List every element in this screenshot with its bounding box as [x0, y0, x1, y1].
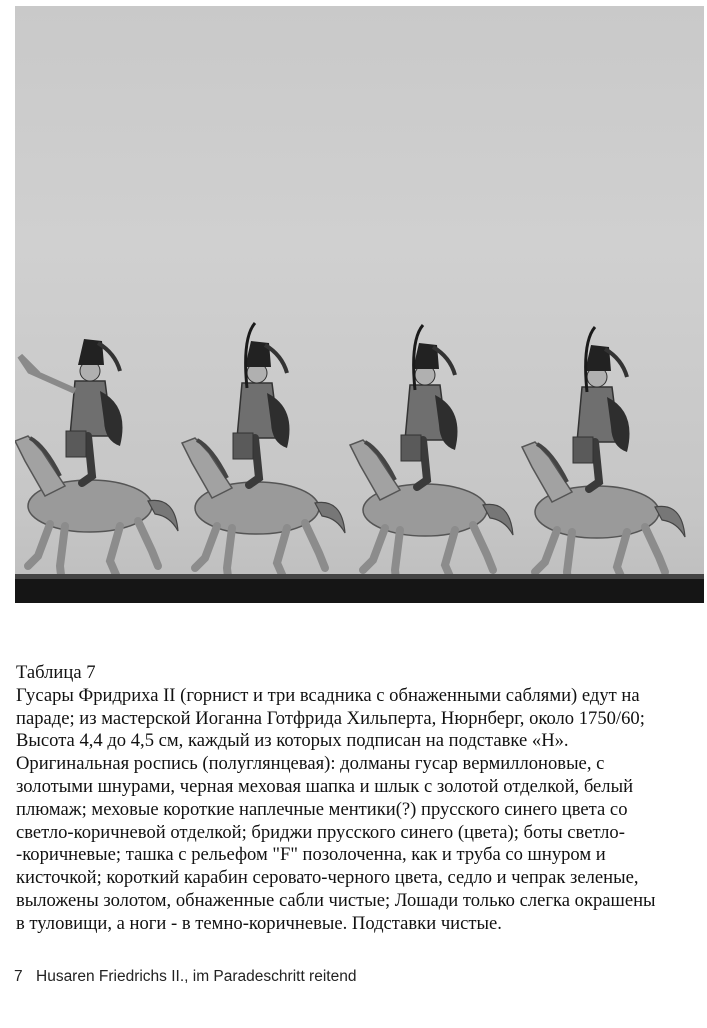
- plate-number: 7: [14, 968, 23, 985]
- caption-line: -коричневые; ташка с рельефом "F" позолоченна, как и труба со шнуром и: [16, 844, 606, 866]
- caption-line: светло-коричневой отделкой; бриджи прусского синего (цвета); боты светло-: [16, 821, 625, 843]
- display-base: [15, 578, 704, 603]
- caption-line: Высота 4,4 до 4,5 см, каждый из которых подписан на подставке «H».: [16, 730, 569, 752]
- hussars-photo: [15, 6, 704, 603]
- trumpeter-figure: [15, 339, 178, 584]
- rider-figure: [522, 327, 685, 590]
- caption-line: золотыми шнурами, черная меховая шапка и шлык с золотой отделкой, белый: [16, 775, 634, 797]
- hussars-illustration: [15, 6, 704, 603]
- caption-block: [16, 662, 696, 936]
- caption-line: параде; из мастерской Иоганна Готфрида Хильперта, Нюрнберг, около 1750/60;: [16, 707, 645, 729]
- caption-line: Гусары Фридриха II (горнист и три всадника с обнаженными саблями) едут на: [16, 684, 640, 706]
- caption-line: плюмаж; меховые короткие наплечные ментики(?) прусского синего цвета со: [16, 798, 628, 820]
- rider-figure: [350, 325, 513, 588]
- caption-title: Таблица 7: [16, 662, 96, 683]
- footer-text: Husaren Friedrichs II., im Paradeschritt reitend: [36, 968, 357, 985]
- caption-line: кисточкой; короткий карабин серовато-черного цвета, седло и чепрак зеленые,: [16, 867, 639, 889]
- caption-line: в туловищи, а ноги - в темно-коричневые. Подставки чистые.: [16, 912, 502, 934]
- caption-line: Оригинальная роспись (полуглянцевая): долманы гусар вермиллоновые, с: [16, 753, 605, 775]
- footer-caption: [14, 968, 356, 986]
- caption-line: выложены золотом, обнаженные сабли чистые; Лошади только слегка окрашены: [16, 889, 656, 911]
- rider-figure: [182, 323, 345, 586]
